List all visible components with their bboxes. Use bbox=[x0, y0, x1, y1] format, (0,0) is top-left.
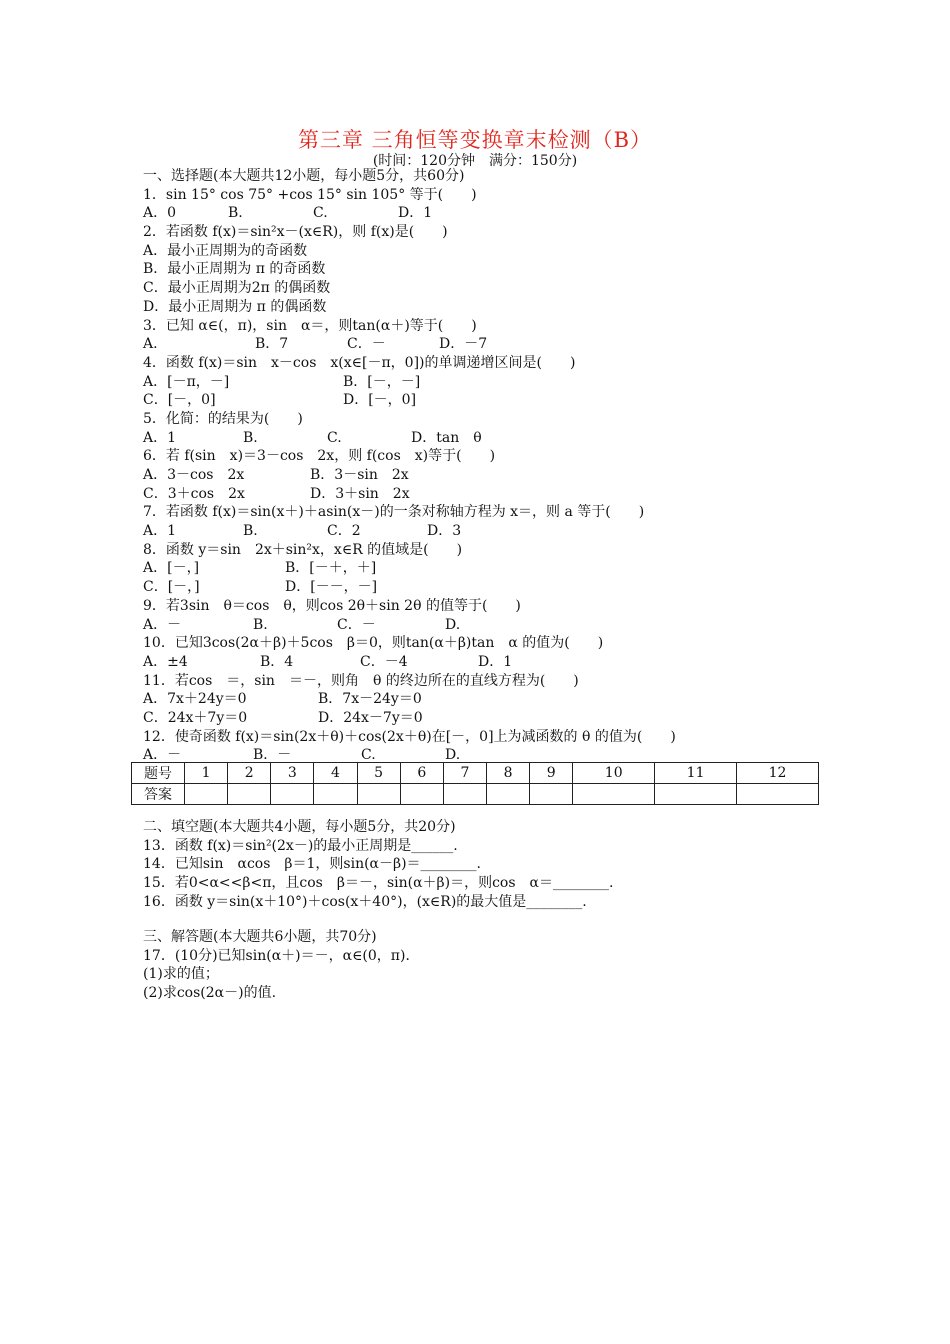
option: D．1 bbox=[478, 653, 513, 670]
option-row bbox=[143, 709, 833, 728]
option: D．[－，0] bbox=[343, 392, 417, 409]
answer-cell[interactable] bbox=[357, 784, 400, 805]
fill-in-section bbox=[143, 818, 843, 911]
option-row bbox=[143, 466, 833, 485]
table-cell: 12 bbox=[737, 763, 819, 784]
option: B．7x－24y＝0 bbox=[318, 691, 422, 708]
option: D．tan θ bbox=[411, 429, 482, 446]
option-row bbox=[143, 429, 833, 448]
question-stem: 11．若cos ＝，sin ＝－，则角 θ 的终边所在的直线方程为( ) bbox=[143, 672, 579, 689]
option: D．3＋sin 2x bbox=[310, 485, 410, 502]
answer-table-answer-row bbox=[132, 784, 819, 805]
option: B．7 bbox=[255, 336, 289, 353]
sub-question: (2)求cos(2α－)的值. bbox=[143, 985, 277, 1002]
option: C．24x＋7y＝0 bbox=[143, 709, 248, 726]
question-stem: 3．已知 α∈(，π)，sin α＝，则tan(α＋)等于( ) bbox=[143, 317, 477, 334]
table-header-cell: 答案 bbox=[132, 784, 185, 805]
answer-cell[interactable] bbox=[185, 784, 228, 805]
question-stem: 16．函数 y＝sin(x＋10°)＋cos(x＋40°)，(x∈R)的最大值是________. bbox=[143, 893, 587, 910]
question-stem: 17．(10分)已知sin(α＋)＝－，α∈(0，π)． bbox=[143, 947, 420, 964]
option: A．－ bbox=[143, 747, 182, 764]
option-row bbox=[143, 578, 833, 597]
option: A．1 bbox=[143, 523, 177, 540]
question-stem: 12．使奇函数 f(x)＝sin(2x＋θ)＋cos(2x＋θ)在[－，0]上为减函数的 θ 的值为( ) bbox=[143, 728, 676, 745]
question-stem: 4．函数 f(x)＝sin x－cos x(x∈[－π，0])的单调递增区间是( ) bbox=[143, 354, 576, 371]
option: B. bbox=[243, 523, 258, 540]
option: B．[－，－] bbox=[343, 373, 421, 390]
question-stem: 6．若 f(sin x)＝3－cos 2x，则 f(cos x)等于( ) bbox=[143, 448, 496, 465]
table-cell: 6 bbox=[400, 763, 443, 784]
option: D．1 bbox=[398, 205, 433, 222]
option: A．0 bbox=[143, 205, 177, 222]
option-row bbox=[143, 522, 833, 541]
option: D．24x－7y＝0 bbox=[318, 709, 423, 726]
option: C．[－，0] bbox=[143, 392, 216, 409]
answer-cell[interactable] bbox=[314, 784, 357, 805]
answer-cell[interactable] bbox=[573, 784, 655, 805]
table-cell: 10 bbox=[573, 763, 655, 784]
question-stem: 13．函数 f(x)＝sin²(2x－)的最小正周期是______. bbox=[143, 837, 458, 854]
answer-table-number-row bbox=[132, 763, 819, 784]
option: B．－ bbox=[253, 747, 292, 764]
option: C．－ bbox=[347, 336, 386, 353]
sub-question: (1)求的值； bbox=[143, 966, 219, 983]
option-row bbox=[143, 616, 833, 635]
table-cell: 5 bbox=[357, 763, 400, 784]
option: D．最小正周期为 π 的偶函数 bbox=[143, 298, 327, 315]
table-cell: 4 bbox=[314, 763, 357, 784]
option-row bbox=[143, 690, 833, 709]
section-heading: 三、解答题(本大题共6小题，共70分) bbox=[143, 929, 377, 945]
option: C. bbox=[327, 429, 342, 446]
option-row bbox=[143, 373, 833, 392]
answer-cell[interactable] bbox=[443, 784, 486, 805]
option: A．1 bbox=[143, 429, 177, 446]
option: C．－4 bbox=[360, 653, 408, 670]
option: C．最小正周期为2π 的偶函数 bbox=[143, 280, 331, 297]
option-row bbox=[143, 204, 833, 223]
option-row bbox=[143, 653, 833, 672]
question-stem: 8．函数 y＝sin 2x＋sin²x，x∈R 的值域是( ) bbox=[143, 541, 463, 558]
document-subtitle: (时间：120分钟 满分：150分) bbox=[372, 153, 578, 169]
question-stem: 14．已知sin αcos β＝1，则sin(α－β)＝________. bbox=[143, 856, 482, 873]
option: D. bbox=[445, 616, 461, 633]
option: D．3 bbox=[427, 523, 462, 540]
multiple-choice-section bbox=[143, 167, 833, 765]
answer-cell[interactable] bbox=[486, 784, 529, 805]
option: B. bbox=[253, 616, 268, 633]
answer-cell[interactable] bbox=[655, 784, 737, 805]
answer-cell[interactable] bbox=[530, 784, 573, 805]
option: A．[－π，－] bbox=[143, 373, 230, 390]
table-cell: 7 bbox=[443, 763, 486, 784]
table-cell: 9 bbox=[530, 763, 573, 784]
option-row bbox=[143, 335, 833, 354]
option: C．3＋cos 2x bbox=[143, 485, 245, 502]
question-stem: 2．若函数 f(x)＝sin²x－(x∈R)，则 f(x)是( ) bbox=[143, 224, 448, 241]
table-header-cell: 题号 bbox=[132, 763, 185, 784]
option: C. bbox=[313, 205, 328, 222]
table-cell: 3 bbox=[271, 763, 314, 784]
question-stem: 1．sin 15° cos 75° +cos 15° sin 105° 等于( ) bbox=[143, 186, 477, 203]
option: B．[－＋，＋] bbox=[285, 560, 377, 577]
option: A．7x＋24y＝0 bbox=[143, 691, 247, 708]
option-row bbox=[143, 485, 833, 504]
question-stem: 10．已知3cos(2α＋β)＋5cos β＝0，则tan(α＋β)tan α 的值为( ) bbox=[143, 635, 604, 652]
option: A．－ bbox=[143, 616, 182, 633]
option: C．2 bbox=[327, 523, 361, 540]
option: A．±4 bbox=[143, 653, 188, 670]
option: B．3－sin 2x bbox=[310, 467, 409, 483]
option: C．－ bbox=[337, 616, 376, 633]
answer-table bbox=[131, 762, 819, 805]
question-stem: 15．若0<α<<β<π，且cos β＝－，sin(α＋β)＝，则cos α＝________. bbox=[143, 875, 614, 892]
option: A．[－，] bbox=[143, 560, 200, 577]
option: A．3－cos 2x bbox=[143, 467, 245, 483]
section-heading: 二、填空题(本大题共4小题，每小题5分，共20分) bbox=[143, 819, 456, 835]
option: B．最小正周期为 π 的奇函数 bbox=[143, 261, 326, 278]
option: B．4 bbox=[260, 653, 294, 670]
option: D. bbox=[445, 747, 461, 764]
answer-cell[interactable] bbox=[400, 784, 443, 805]
answer-cell[interactable] bbox=[228, 784, 271, 805]
table-cell: 8 bbox=[486, 763, 529, 784]
option: C．[－，] bbox=[143, 579, 200, 596]
option: B. bbox=[228, 205, 243, 222]
table-cell: 2 bbox=[228, 763, 271, 784]
option: B. bbox=[243, 429, 258, 446]
solution-section bbox=[143, 928, 843, 1003]
option-row bbox=[143, 391, 833, 410]
option-row bbox=[143, 559, 833, 578]
answer-cell[interactable] bbox=[737, 784, 819, 805]
section-heading: 一、选择题(本大题共12小题，每小题5分，共60分) bbox=[143, 168, 465, 184]
question-stem: 9．若3sin θ＝cos θ，则cos 2θ＋sin 2θ 的值等于( ) bbox=[143, 597, 521, 614]
question-stem: 7．若函数 f(x)＝sin(x＋)＋asin(x－)的一条对称轴方程为 x＝，则 a 等于( ) bbox=[143, 504, 645, 521]
table-cell: 11 bbox=[655, 763, 737, 784]
option: D．[－－，－] bbox=[285, 579, 378, 596]
question-stem: 5．化简：的结果为( ) bbox=[143, 410, 303, 427]
option: A．最小正周期为的奇函数 bbox=[143, 242, 308, 259]
answer-cell[interactable] bbox=[271, 784, 314, 805]
option: D．－7 bbox=[439, 336, 488, 353]
option: C. bbox=[361, 747, 376, 764]
document-title: 第三章 三角恒等变换章末检测（B） bbox=[297, 128, 653, 152]
table-cell: 1 bbox=[185, 763, 228, 784]
option: A. bbox=[143, 336, 158, 353]
